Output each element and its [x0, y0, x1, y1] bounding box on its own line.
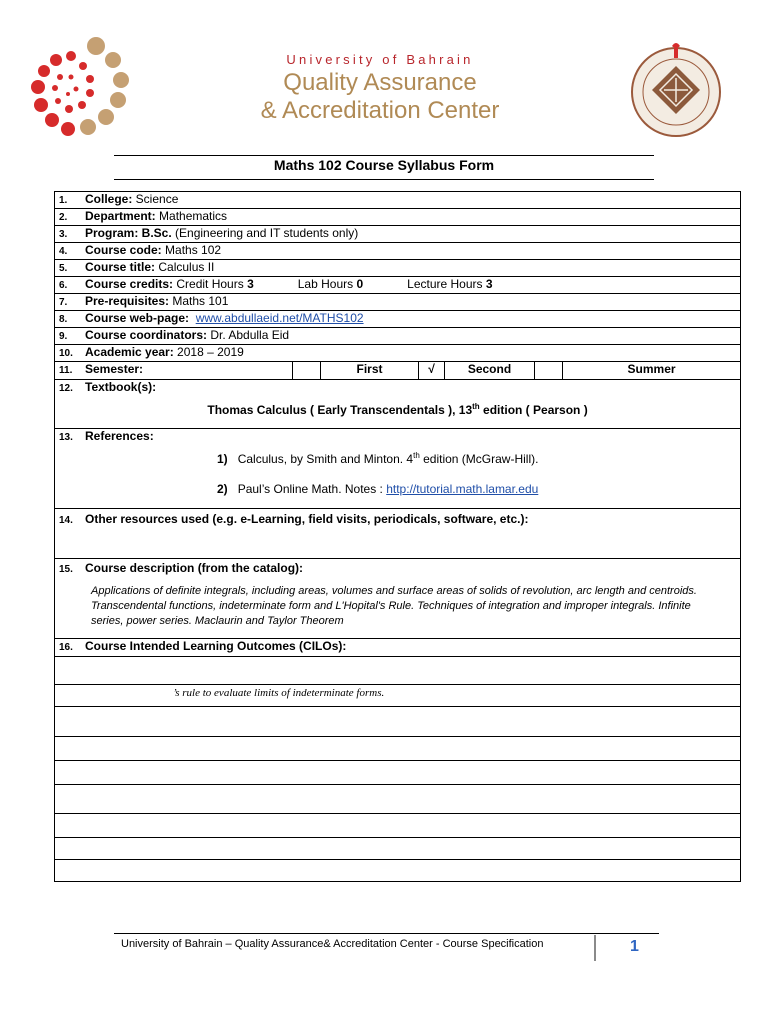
footer-text: University of Bahrain – Quality Assurance& Accreditation Center - Course Specification — [121, 938, 544, 950]
course-description-label: Course description (from the catalog): — [85, 561, 304, 575]
row-semester — [55, 362, 741, 380]
reference-edition-sup: th — [413, 451, 420, 460]
lecture-hours-label: Lecture Hours — [407, 277, 486, 291]
department-value: Mathematics — [155, 209, 228, 223]
page-number: 1 — [630, 938, 639, 955]
cilo-row — [55, 685, 741, 707]
cilo-text: ’s rule to evaluate limits of indeterminate forms. — [55, 685, 741, 707]
course-code-label: Course code: — [85, 243, 162, 257]
reference-link[interactable]: http://tutorial.math.lamar.edu — [386, 482, 539, 496]
row-textbook — [55, 380, 741, 429]
second-semester-checkbox[interactable]: √ — [419, 362, 445, 380]
row-number: 3. — [59, 229, 68, 240]
prerequisites-label: Pre-requisites: — [85, 294, 170, 308]
first-semester-label: First — [321, 362, 419, 380]
row-number: 12. — [59, 383, 73, 394]
course-credits-label: Course credits: — [85, 277, 174, 291]
title-top-rule — [114, 155, 654, 156]
qa-title-line1: Quality Assurance — [283, 69, 477, 96]
other-resources-label: Other resources used (e.g. e-Learning, field visits, periodicals, software, etc.): — [85, 512, 529, 526]
prerequisites-value: Maths 101 — [169, 294, 229, 308]
second-semester-label: Second — [445, 362, 535, 380]
cilo-row — [55, 761, 741, 785]
first-semester-checkbox[interactable] — [293, 362, 321, 380]
credit-hours-label: Credit Hours — [173, 277, 248, 291]
reference-item-2 — [59, 482, 736, 497]
title-bottom-rule — [114, 179, 654, 180]
row-prerequisites — [55, 294, 741, 311]
summer-semester-checkbox[interactable] — [535, 362, 563, 380]
reference-text: Paul’s Online Math. Notes : — [237, 482, 387, 496]
university-logo-dots — [28, 32, 138, 142]
row-number: 5. — [59, 263, 68, 274]
row-department — [55, 209, 741, 226]
row-number: 1. — [59, 195, 68, 206]
course-description-text: Applications of definite integrals, including areas, volumes and surface areas of solids of revolution, arc length and centroids. Transcendental functions, indeterminate form and L'Hopital's Rule. Techniques of integration and improper integrals. Infinite series, power series. Maclaurin and Taylor Theorem — [91, 585, 697, 627]
reference-publisher: edition (McGraw-Hill). — [419, 452, 539, 466]
reference-number: 2) — [217, 482, 228, 496]
lab-hours-label: Lab Hours — [297, 277, 357, 291]
row-number: 16. — [59, 642, 73, 653]
row-number: 14. — [59, 515, 73, 526]
row-course-title — [55, 260, 741, 277]
course-web-link[interactable]: www.abdullaeid.net/MATHS102 — [195, 311, 364, 325]
lab-hours-value: 0 — [356, 277, 364, 291]
row-number: 10. — [59, 348, 73, 359]
college-label: College: — [85, 192, 133, 206]
row-number: 2. — [59, 212, 68, 223]
header-titles — [230, 52, 530, 125]
credit-hours-value: 3 — [247, 277, 254, 291]
form-title: Maths 102 Course Syllabus Form — [273, 157, 495, 173]
row-number: 11. — [59, 365, 73, 376]
course-title-label: Course title: — [85, 260, 156, 274]
textbook-label: Textbook(s): — [85, 380, 157, 394]
web-page-label: Course web-page: — [85, 311, 190, 325]
textbook-title: Thomas Calculus ( Early Transcendentals ), 13 — [207, 403, 473, 417]
academic-year-label: Academic year: — [85, 345, 174, 359]
row-college — [55, 192, 741, 209]
cilo-row — [55, 737, 741, 761]
program-value: (Engineering and IT students only) — [171, 226, 359, 240]
coordinators-value: Dr. Abdulla Eid — [207, 328, 290, 342]
coordinators-label: Course coordinators: — [85, 328, 208, 342]
cilo-row — [55, 814, 741, 838]
row-number: 8. — [59, 314, 68, 325]
cilo-row — [55, 785, 741, 814]
university-seal-icon — [626, 38, 726, 138]
footer-rule — [114, 933, 659, 934]
row-cilos-header — [55, 639, 741, 657]
row-course-code — [55, 243, 741, 260]
row-number: 13. — [59, 432, 73, 443]
program-label: Program: B.Sc. — [85, 226, 172, 240]
row-program — [55, 226, 741, 243]
semester-label: Semester: — [85, 362, 144, 376]
summer-semester-label: Summer — [563, 362, 741, 380]
university-name: University of Bahrain — [286, 52, 474, 67]
row-web-page — [55, 311, 741, 328]
qa-title-line2: & Accreditation Center — [260, 97, 500, 124]
textbook-edition-sup: th — [472, 402, 480, 411]
row-other-resources — [55, 509, 741, 559]
row-number: 4. — [59, 246, 68, 257]
row-number: 6. — [59, 280, 68, 291]
row-academic-year — [55, 345, 741, 362]
cilo-row — [55, 707, 741, 737]
row-number: 9. — [59, 331, 68, 342]
lecture-hours-value: 3 — [485, 277, 493, 291]
cilos-label: Course Intended Learning Outcomes (CILOs): — [85, 639, 347, 653]
page-footer — [114, 933, 684, 963]
row-references — [55, 429, 741, 509]
course-title-value: Calculus II — [155, 260, 215, 274]
academic-year-value: 2018 – 2019 — [173, 345, 244, 359]
cilo-row — [55, 838, 741, 860]
cilo-row — [55, 657, 741, 685]
reference-text: Calculus, by Smith and Minton. 4 — [237, 452, 414, 466]
textbook-publisher: edition ( Pearson ) — [479, 403, 588, 417]
department-label: Department: — [85, 209, 156, 223]
syllabus-form-table — [54, 191, 741, 882]
row-number: 7. — [59, 297, 68, 308]
footer-divider — [594, 935, 596, 961]
college-value: Science — [132, 192, 179, 206]
references-label: References: — [85, 429, 154, 443]
row-number: 15. — [59, 564, 73, 575]
reference-item-1 — [59, 448, 736, 467]
cilo-row — [55, 860, 741, 882]
course-code-value: Maths 102 — [161, 243, 222, 257]
row-coordinators — [55, 328, 741, 345]
row-course-description — [55, 559, 741, 639]
textbook-value — [59, 399, 736, 418]
reference-number: 1) — [217, 452, 228, 466]
page-header — [0, 0, 768, 150]
row-course-credits — [55, 277, 741, 294]
